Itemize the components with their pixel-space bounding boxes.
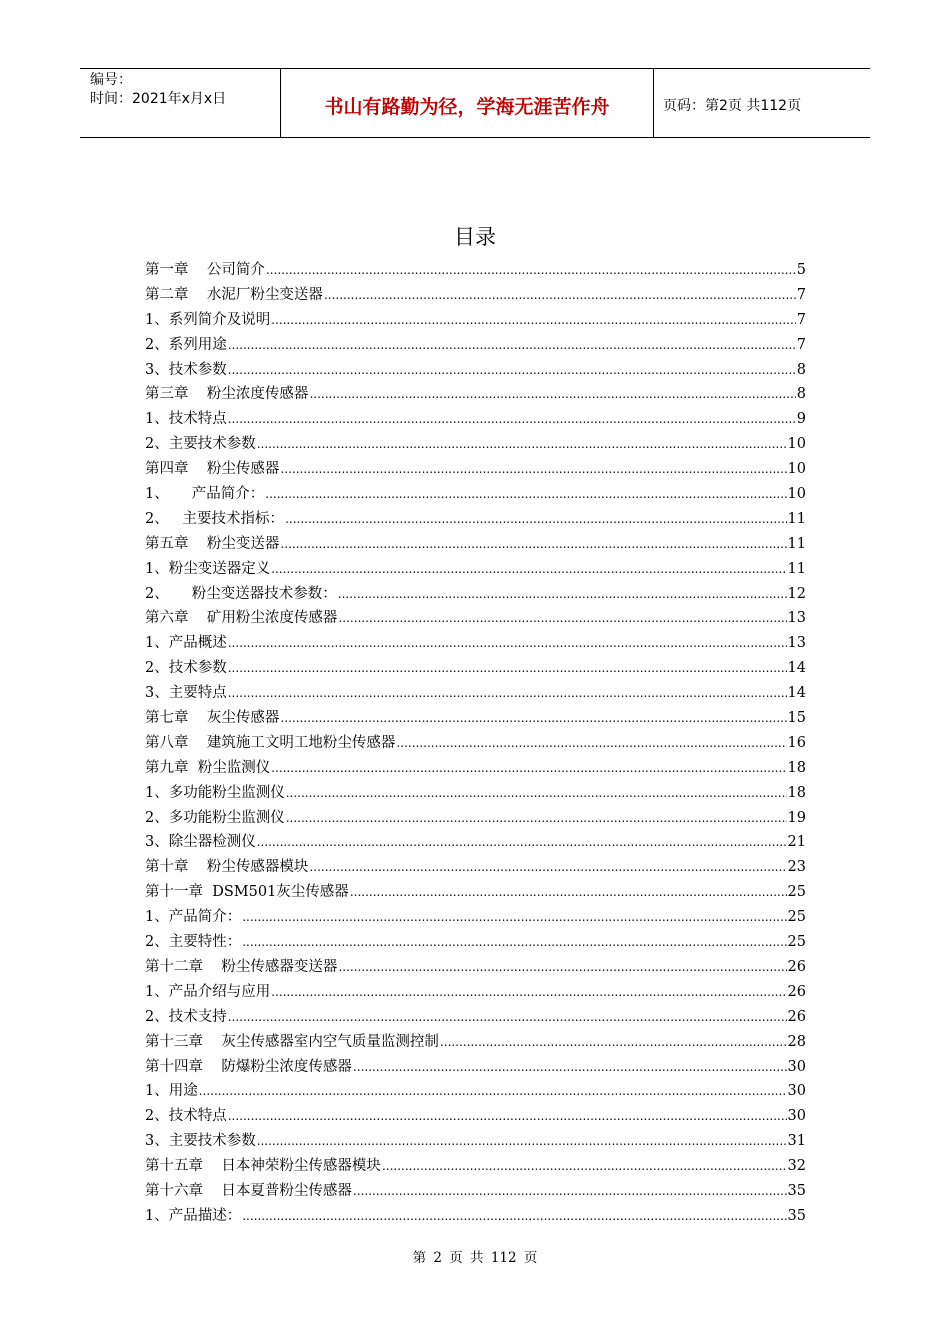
toc-entry-page: 10 — [787, 461, 806, 478]
toc-entry-page: 25 — [787, 934, 806, 951]
toc-leader-dots — [440, 1030, 787, 1055]
toc-leader-dots — [228, 681, 787, 706]
toc-entry-label: 2、系列用途 — [145, 336, 227, 353]
toc-entry[interactable] — [145, 781, 806, 806]
toc-entry-page: 15 — [787, 710, 806, 727]
toc-title: 目录 — [454, 225, 496, 249]
toc-entry[interactable] — [145, 358, 806, 383]
toc-entry[interactable] — [145, 1104, 806, 1129]
toc-leader-dots — [257, 432, 787, 457]
toc-entry-label: 第四章 粉尘传感器 — [145, 461, 280, 478]
toc-entry[interactable] — [145, 1005, 806, 1030]
toc-entry-page: 7 — [796, 311, 806, 328]
toc-entry[interactable] — [145, 756, 806, 781]
toc-entry-page: 16 — [787, 734, 806, 751]
toc-entry-label: 第十章 粉尘传感器模块 — [145, 859, 309, 876]
toc-entry-page: 30 — [787, 1058, 806, 1075]
toc-entry-page: 7 — [796, 336, 806, 353]
toc-entry-page: 7 — [796, 286, 806, 303]
toc-entry-label: 第五章 粉尘变送器 — [145, 535, 280, 552]
toc-leader-dots — [228, 631, 787, 656]
toc-entry[interactable] — [145, 432, 806, 457]
page-header — [80, 68, 870, 138]
toc-entry-label: 1、 产品简介： — [145, 486, 265, 503]
toc-entry-label: 第六章 矿用粉尘浓度传感器 — [145, 610, 338, 627]
toc-entry[interactable] — [145, 532, 806, 557]
toc-entry[interactable] — [145, 1154, 806, 1179]
toc-entry-label: 第二章 水泥厂粉尘变送器 — [145, 286, 323, 303]
toc-leader-dots — [309, 382, 795, 407]
toc-entry-page: 26 — [787, 983, 806, 1000]
toc-entry[interactable] — [145, 582, 806, 607]
toc-entry-page: 30 — [787, 1108, 806, 1125]
toc-entry-page: 35 — [787, 1207, 806, 1224]
toc-entry-page: 28 — [787, 1033, 806, 1050]
toc-entry-page: 11 — [787, 510, 806, 527]
toc-entry[interactable] — [145, 1179, 806, 1204]
toc-entry[interactable] — [145, 830, 806, 855]
toc-leader-dots — [286, 806, 787, 831]
toc-entry[interactable] — [145, 731, 806, 756]
toc-entry-page: 31 — [787, 1133, 806, 1150]
toc-entry[interactable] — [145, 1030, 806, 1055]
toc-entry[interactable] — [145, 1204, 806, 1229]
document-time: 时间：2021年x月x日 — [90, 91, 227, 107]
toc-leader-dots — [280, 532, 786, 557]
toc-entry[interactable] — [145, 507, 806, 532]
toc-entry-page: 14 — [787, 685, 806, 702]
toc-entry-page: 25 — [787, 909, 806, 926]
toc-entry-label: 1、粉尘变送器定义 — [145, 560, 271, 577]
toc-leader-dots — [265, 482, 786, 507]
toc-entry-label: 1、多功能粉尘监测仪 — [145, 784, 285, 801]
toc-leader-dots — [338, 582, 787, 607]
toc-entry-page: 26 — [787, 1008, 806, 1025]
toc-leader-dots — [199, 1079, 787, 1104]
toc-leader-dots — [285, 507, 786, 532]
toc-entry-label: 第十五章 日本神荣粉尘传感器模块 — [145, 1158, 381, 1175]
toc-entry-page: 32 — [787, 1158, 806, 1175]
toc-entry-label: 1、技术特点 — [145, 411, 227, 428]
toc-entry-label: 第十一章 DSM501灰尘传感器 — [145, 884, 349, 901]
toc-entry[interactable] — [145, 1129, 806, 1154]
table-of-contents — [145, 258, 806, 1229]
toc-entry[interactable] — [145, 930, 806, 955]
toc-entry-label: 2、主要特性： — [145, 934, 242, 951]
toc-entry-label: 3、除尘器检测仪 — [145, 834, 256, 851]
toc-leader-dots — [271, 980, 786, 1005]
toc-entry-label: 1、系列简介及说明 — [145, 311, 271, 328]
toc-leader-dots — [353, 1179, 787, 1204]
toc-leader-dots — [228, 1104, 787, 1129]
toc-leader-dots — [280, 457, 786, 482]
toc-entry[interactable] — [145, 980, 806, 1005]
toc-entry[interactable] — [145, 631, 806, 656]
toc-entry-page: 21 — [787, 834, 806, 851]
toc-entry-page: 9 — [796, 411, 806, 428]
toc-entry-page: 11 — [787, 535, 806, 552]
toc-entry-page: 19 — [787, 809, 806, 826]
toc-entry[interactable] — [145, 606, 806, 631]
toc-leader-dots — [353, 1055, 787, 1080]
toc-entry-label: 第七章 灰尘传感器 — [145, 710, 280, 727]
toc-entry-label: 2、技术特点 — [145, 1108, 227, 1125]
toc-entry-page: 23 — [787, 859, 806, 876]
header-motto: 书山有路勤为径，学海无涯苦作舟 — [281, 69, 654, 137]
toc-entry-label: 1、用途 — [145, 1083, 198, 1100]
toc-leader-dots — [228, 333, 796, 358]
toc-entry-page: 8 — [796, 386, 806, 403]
toc-entry[interactable] — [145, 656, 806, 681]
toc-entry[interactable] — [145, 880, 806, 905]
page-footer: 第 2 页 共 112 页 — [412, 1250, 538, 1266]
toc-entry-page: 18 — [787, 759, 806, 776]
toc-entry-label: 1、产品概述 — [145, 635, 227, 652]
toc-entry-page: 25 — [787, 884, 806, 901]
toc-leader-dots — [242, 905, 786, 930]
toc-entry-label: 3、技术参数 — [145, 361, 227, 378]
toc-entry-page: 13 — [787, 610, 806, 627]
toc-leader-dots — [242, 930, 786, 955]
toc-entry-label: 第十四章 防爆粉尘浓度传感器 — [145, 1058, 352, 1075]
toc-entry-label: 3、主要特点 — [145, 685, 227, 702]
toc-entry-page: 5 — [796, 262, 806, 278]
toc-leader-dots — [286, 781, 787, 806]
toc-entry-label: 第一章 公司简介 — [145, 262, 265, 278]
toc-leader-dots — [324, 283, 796, 308]
toc-leader-dots — [271, 756, 786, 781]
toc-leader-dots — [280, 706, 786, 731]
toc-entry-label: 1、产品简介： — [145, 909, 242, 926]
toc-leader-dots — [396, 731, 786, 756]
header-page-info: 页码：第2页 共112页 — [663, 98, 802, 114]
toc-entry[interactable] — [145, 557, 806, 582]
toc-leader-dots — [271, 557, 786, 582]
toc-leader-dots — [228, 407, 796, 432]
toc-leader-dots — [228, 1005, 787, 1030]
toc-leader-dots — [350, 880, 787, 905]
toc-entry[interactable] — [145, 333, 806, 358]
toc-entry[interactable] — [145, 482, 806, 507]
toc-entry-label: 第八章 建筑施工文明工地粉尘传感器 — [145, 734, 396, 751]
toc-entry-label: 第十六章 日本夏普粉尘传感器 — [145, 1182, 352, 1199]
toc-entry[interactable] — [145, 407, 806, 432]
toc-leader-dots — [228, 656, 787, 681]
toc-entry-label: 第十三章 灰尘传感器室内空气质量监测控制 — [145, 1033, 439, 1050]
toc-entry-label: 2、多功能粉尘监测仪 — [145, 809, 285, 826]
toc-leader-dots — [309, 855, 786, 880]
toc-entry-page: 30 — [787, 1083, 806, 1100]
toc-entry-label: 2、技术参数 — [145, 660, 227, 677]
toc-entry[interactable] — [145, 806, 806, 831]
toc-leader-dots — [266, 258, 796, 283]
toc-leader-dots — [228, 358, 796, 383]
toc-entry[interactable] — [145, 258, 806, 283]
toc-entry[interactable] — [145, 905, 806, 930]
toc-entry-page: 8 — [796, 361, 806, 378]
toc-leader-dots — [382, 1154, 787, 1179]
toc-entry-page: 11 — [787, 560, 806, 577]
toc-entry-label: 第三章 粉尘浓度传感器 — [145, 386, 309, 403]
toc-entry[interactable] — [145, 681, 806, 706]
toc-leader-dots — [242, 1204, 786, 1229]
toc-entry-page: 10 — [787, 436, 806, 453]
toc-entry-label: 第十二章 粉尘传感器变送器 — [145, 958, 338, 975]
toc-entry[interactable] — [145, 382, 806, 407]
toc-entry[interactable] — [145, 855, 806, 880]
toc-entry-page: 26 — [787, 958, 806, 975]
toc-leader-dots — [257, 830, 787, 855]
toc-leader-dots — [338, 606, 786, 631]
toc-entry-label: 1、产品介绍与应用 — [145, 983, 271, 1000]
toc-entry-label: 2、 粉尘变送器技术参数： — [145, 585, 337, 602]
toc-entry[interactable] — [145, 457, 806, 482]
toc-entry-page: 10 — [787, 486, 806, 503]
toc-entry-label: 2、技术支持 — [145, 1008, 227, 1025]
toc-leader-dots — [271, 308, 796, 333]
toc-entry-page: 14 — [787, 660, 806, 677]
toc-entry-label: 3、主要技术参数 — [145, 1133, 256, 1150]
toc-entry[interactable] — [145, 706, 806, 731]
toc-entry[interactable] — [145, 1079, 806, 1104]
toc-leader-dots — [257, 1129, 787, 1154]
toc-entry-label: 第九章 粉尘监测仪 — [145, 759, 271, 776]
toc-entry-label: 2、 主要技术指标： — [145, 510, 285, 527]
toc-entry-page: 18 — [787, 784, 806, 801]
toc-entry[interactable] — [145, 308, 806, 333]
toc-entry-label: 2、主要技术参数 — [145, 436, 256, 453]
toc-entry-page: 35 — [787, 1182, 806, 1199]
toc-entry-page: 12 — [787, 585, 806, 602]
toc-entry-label: 1、产品描述： — [145, 1207, 242, 1224]
toc-entry-page: 13 — [787, 635, 806, 652]
header-meta — [80, 69, 281, 137]
toc-entry[interactable] — [145, 1055, 806, 1080]
toc-entry[interactable] — [145, 283, 806, 308]
document-number-label: 编号： — [90, 72, 132, 88]
toc-entry[interactable] — [145, 955, 806, 980]
toc-leader-dots — [338, 955, 786, 980]
